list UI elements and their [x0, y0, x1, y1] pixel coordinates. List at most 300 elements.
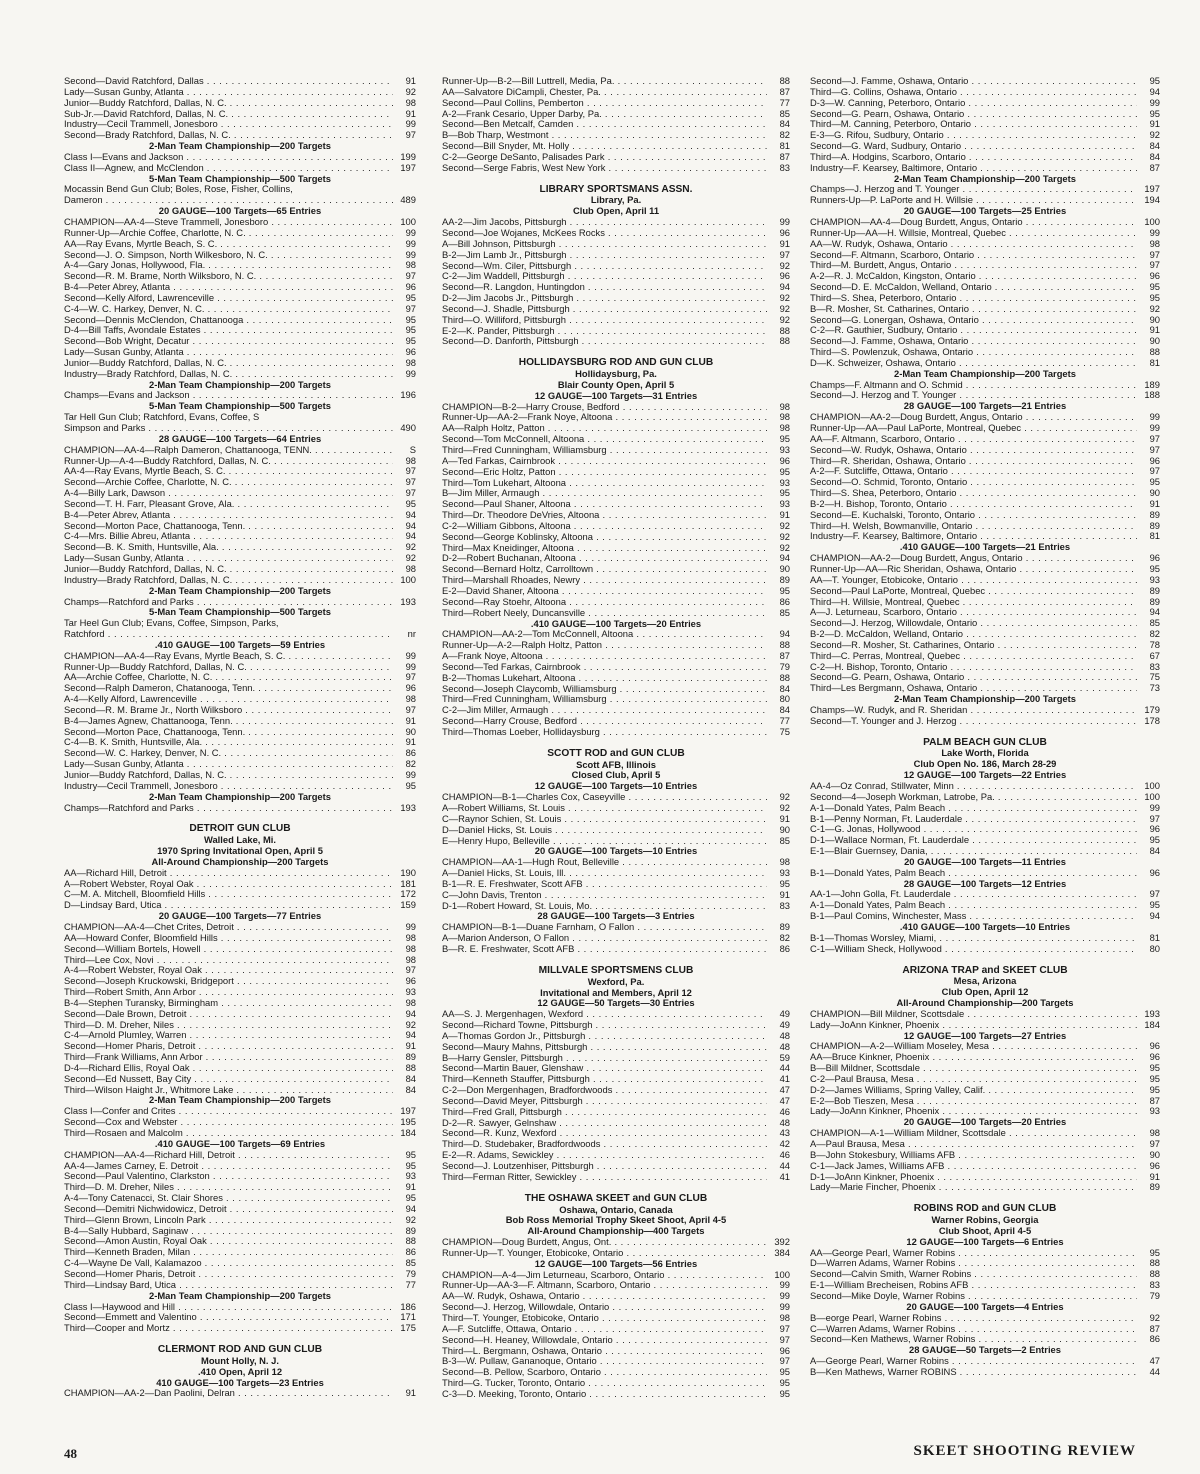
- score: 94: [405, 519, 416, 531]
- shooter-name: E-2—David Shaner, Altoona . . .: [442, 586, 767, 597]
- shooter-name: Third—Robert Smith, Ann Arbor . . .: [64, 987, 393, 998]
- score: 99: [779, 216, 790, 228]
- score: 92: [405, 1213, 416, 1225]
- result-row: [442, 1096, 790, 1107]
- score: 91: [1149, 324, 1160, 336]
- shooter-name: Second—F. Altmann, Scarboro, Ontario . . .: [810, 250, 1137, 261]
- shooter-name: D-1—Robert Howard, St. Louis, Mo. . . .: [442, 901, 767, 912]
- score: 44: [1149, 1365, 1160, 1377]
- shooter-name: Second—J. Herzog, Willowdale, Ontario . . .: [442, 1302, 767, 1313]
- score: 93: [779, 867, 790, 879]
- result-row: [442, 109, 790, 120]
- event-heading: .410 GAUGE—100 Targets—21 Entries: [899, 541, 1071, 553]
- result-row: [64, 1323, 416, 1334]
- shooter-name: CHAMPION—Doug Burdett, Angus, Ont. . . .: [442, 1237, 767, 1248]
- event-heading: 2-Man Team Championship—200 Targets: [894, 367, 1076, 379]
- score: 86: [405, 747, 416, 759]
- score: 95: [1149, 291, 1160, 303]
- result-row: [810, 445, 1160, 456]
- result-row: [64, 1182, 416, 1193]
- score: 98: [405, 942, 416, 954]
- club-heading: DETROIT GUN CLUB: [189, 823, 291, 835]
- score: 98: [405, 562, 416, 574]
- shooter-name: Third—Cooper and Mortz . . .: [64, 1323, 393, 1334]
- score: 98: [405, 931, 416, 943]
- event-heading: Wexford, Pa.: [587, 975, 645, 987]
- shooter-name: Third—R. Sheridan, Oshawa, Ontario . . .: [810, 456, 1137, 467]
- event-heading: 20 GAUGE—100 Targets—10 Entries: [534, 845, 698, 857]
- event-heading: Invitational and Members, April 12: [540, 986, 692, 998]
- shooter-name: Second—B. Pellow, Scarboro, Ontario . . .: [442, 1367, 767, 1378]
- score: 194: [1144, 194, 1160, 206]
- result-row: [442, 716, 790, 727]
- shooter-name: Third—Lee Cox, Novi . . .: [64, 955, 393, 966]
- shooter-name: A-4—Gary Jonas, Hollywood, Fla. . . .: [64, 260, 393, 271]
- score: 184: [400, 1127, 416, 1138]
- result-row: [442, 336, 790, 347]
- shooter-name: D-1—Wallace Norman, Ft. Lauderdale . . .: [810, 835, 1137, 846]
- result-row: [810, 683, 1160, 694]
- score: 85: [779, 107, 790, 119]
- result-row: [810, 1020, 1160, 1031]
- result-row: [64, 1128, 416, 1139]
- score: 49: [779, 1008, 790, 1020]
- shooter-name: Second—Paul Valentino, Clarkston . . .: [64, 1171, 393, 1182]
- shooter-name: CHAMPION—AA-4—Richard Hill, Detroit . . .: [64, 1150, 393, 1161]
- shooter-name: C-2—William Gibbons, Altoona . . .: [442, 521, 767, 532]
- result-row: [810, 868, 1160, 879]
- result-row: [64, 1258, 416, 1269]
- shooter-name: Runners-Up—P. LaPorte and H. Willsie . . .: [810, 195, 1137, 206]
- shooter-name: Second—Cox and Webster . . .: [64, 1117, 393, 1128]
- shooter-name: Third—O. Williford, Pittsburgh . . .: [442, 315, 767, 326]
- shooter-name: Second—Homer Pharis, Detroit . . .: [64, 1269, 393, 1280]
- score: 98: [779, 422, 790, 434]
- shooter-name: Runner-Up—AA—H. Willsie, Montreal, Quebec . . .: [810, 228, 1137, 239]
- shooter-name: D-2—Jim Jacobs Jr., Pittsburgh . . .: [442, 293, 767, 304]
- shooter-name: Class I—Haywood and Hill . . .: [64, 1302, 393, 1313]
- shooter-name: B-4—Peter Abrey, Atlanta . . .: [64, 282, 393, 293]
- shooter-name: Lady—JoAnn Kinkner, Phoenix . . .: [810, 1106, 1137, 1117]
- result-row: [810, 1182, 1160, 1193]
- event-heading: Closed Club, April 5: [571, 769, 661, 781]
- event-heading: Mesa, Arizona: [953, 975, 1017, 987]
- result-row: [810, 271, 1160, 282]
- event-heading: Hollidaysburg, Pa.: [575, 368, 657, 380]
- shooter-name: Second—R. M. Brame Jr., North Wilksboro . . .: [64, 705, 393, 716]
- score: 44: [779, 1062, 790, 1074]
- score: 97: [779, 1333, 790, 1345]
- shooter-name: A—Daniel Hicks, St. Louis, Ill. . . .: [442, 868, 767, 879]
- shooter-name: Second—4—Joseph Workman, Latrobe, Pa. . . .: [810, 792, 1137, 803]
- score: 80: [1149, 942, 1160, 954]
- shooter-name: C-2—R. Gauthier, Sudbury, Ontario . . .: [810, 325, 1137, 336]
- score: nr: [407, 628, 416, 640]
- score: 92: [779, 541, 790, 553]
- result-row: [64, 1085, 416, 1096]
- shooter-name: Second—J. Famme, Oshawa, Ontario . . .: [810, 336, 1137, 347]
- result-row: [64, 531, 416, 542]
- result-row: [442, 1150, 790, 1161]
- shooter-name: CHAMPION—A-4—Jim Leturneau, Scarboro, Ontario . . .: [442, 1270, 767, 1281]
- score: 91: [405, 714, 416, 726]
- score: 92: [779, 802, 790, 813]
- score: 79: [405, 1267, 416, 1279]
- shooter-name: Second—R. M. Brame, North Wilksboro, N. C. . . .: [64, 271, 393, 282]
- result-row: [810, 141, 1160, 152]
- result-row: [64, 119, 416, 130]
- shooter-name: Second—R. Langdon, Huntingdon . . .: [442, 282, 767, 293]
- score: 195: [400, 1116, 416, 1128]
- result-row: [64, 1052, 416, 1063]
- shooter-name: Third—M. Burdett, Angus, Ontario . . .: [810, 260, 1137, 271]
- result-row: [810, 716, 1160, 727]
- score: 79: [1149, 1289, 1160, 1301]
- score: 97: [779, 1322, 790, 1334]
- score: 179: [1144, 703, 1160, 715]
- shooter-name: Third—Kenneth Braden, Milan . . .: [64, 1247, 393, 1258]
- event-heading: 2-Man Team Championship—200 Targets: [149, 1289, 331, 1301]
- result-row: [64, 336, 416, 347]
- shooter-name: C-4—Wayne De Vall, Kalamazoo . . .: [64, 1258, 393, 1269]
- result-row: [442, 304, 790, 315]
- result-row: [810, 109, 1160, 120]
- event-heading: 2-Man Team Championship—200 Targets: [894, 172, 1076, 184]
- score: 184: [1144, 1018, 1160, 1030]
- score: 77: [405, 1278, 416, 1290]
- shooter-name: Second—Tom McConnell, Altoona . . .: [442, 434, 767, 445]
- result-row: [64, 195, 416, 206]
- result-row: [64, 564, 416, 575]
- result-row: [64, 499, 416, 510]
- result-row: [64, 109, 416, 120]
- score: 81: [779, 140, 790, 152]
- shooter-name: CHAMPION—AA-4—Chet Crites, Detroit . . .: [64, 922, 393, 933]
- score: 94: [1149, 85, 1160, 97]
- shooter-name: Second—J. Shadle, Pittsburgh . . .: [442, 304, 767, 315]
- shooter-name: C-1—Jack James, Williams AFB . . .: [810, 1161, 1137, 1172]
- shooter-name: Second—D. E. McCaldon, Welland, Ontario . . .: [810, 282, 1137, 293]
- result-row: [810, 814, 1160, 825]
- score: 88: [779, 671, 790, 683]
- event-heading: 5-Man Team Championship—500 Targets: [149, 172, 331, 184]
- event-heading: 28 GAUGE—50 Targets—2 Entries: [909, 1344, 1061, 1356]
- result-row: [810, 824, 1160, 835]
- result-row: [810, 1172, 1160, 1183]
- shooter-name: Second—Ed Nussett, Bay City . . .: [64, 1074, 393, 1085]
- result-row: [64, 1074, 416, 1085]
- shooter-name: A—Ted Farkas, Cairnbrook . . .: [442, 456, 767, 467]
- event-heading: 12 GAUGE—100 Targets—6 Entries: [906, 1235, 1064, 1247]
- shooter-name: D-3—W. Canning, Peterboro, Ontario . . .: [810, 98, 1137, 109]
- result-row: [810, 900, 1160, 911]
- score: 95: [405, 497, 416, 509]
- score: 82: [405, 758, 416, 770]
- score: 90: [779, 823, 790, 835]
- shooter-name: Class I—Evans and Jackson . . .: [64, 152, 393, 163]
- score: 91: [405, 736, 416, 748]
- shooter-name: Second—Dale Brown, Detroit . . .: [64, 1009, 393, 1020]
- score: 95: [1149, 562, 1160, 574]
- shooter-name: Champs—J. Herzog and T. Younger . . .: [810, 184, 1137, 195]
- shooter-name: C—Raynor Schien, St. Louis . . .: [442, 814, 767, 825]
- shooter-name: D-4—Bill Taffs, Avondale Estates . . .: [64, 325, 393, 336]
- result-row: [442, 944, 790, 955]
- result-row: [810, 705, 1160, 716]
- event-heading: 20 GAUGE—100 Targets—65 Entries: [158, 205, 322, 217]
- score: 100: [1144, 790, 1160, 802]
- result-row: [810, 835, 1160, 846]
- score: 89: [405, 1224, 416, 1236]
- shooter-name: Third—Frank Williams, Ann Arbor . . .: [64, 1052, 393, 1063]
- shooter-name: Third—Tom Lukehart, Altoona . . .: [442, 478, 767, 489]
- score: 93: [1149, 573, 1160, 585]
- shooter-name: A—Frank Noye, Altoona . . .: [442, 651, 767, 662]
- score: 92: [779, 302, 790, 314]
- shooter-name: Third—Fred Grall, Pittsburgh . . .: [442, 1107, 767, 1118]
- shooter-name: E—Henry Hupo, Belleville . . .: [442, 836, 767, 847]
- result-row: [810, 846, 1160, 857]
- score: 84: [405, 1083, 416, 1095]
- score: 94: [405, 530, 416, 542]
- result-row: [64, 900, 416, 911]
- score: 82: [779, 129, 790, 141]
- shooter-name: A-2—R. J. McCaldon, Kingston, Ontario . . .: [810, 271, 1137, 282]
- shooter-name: Third—M. Canning, Peterboro, Ontario . . .: [810, 119, 1137, 130]
- result-row: [810, 152, 1160, 163]
- result-row: [810, 933, 1160, 944]
- result-row: [64, 304, 416, 315]
- result-row: [442, 597, 790, 608]
- result-row: [64, 217, 416, 228]
- result-row: [64, 759, 416, 770]
- result-row: [442, 1291, 790, 1302]
- result-row: [442, 1042, 790, 1053]
- result-row: [64, 1161, 416, 1172]
- shooter-name: E-1—William Brecheisen, Robins AFB . . .: [810, 1280, 1137, 1291]
- shooter-name: AA—F. Altmann, Scarboro, Ontario . . .: [810, 434, 1137, 445]
- score: 100: [1144, 215, 1160, 227]
- result-row: [442, 1389, 790, 1400]
- event-heading: Mount Holly, N. J.: [201, 1354, 279, 1366]
- shooter-name: A-1—Donald Yates, Palm Beach . . .: [810, 803, 1137, 814]
- result-row: [442, 478, 790, 489]
- score: 86: [405, 1246, 416, 1258]
- score: 85: [779, 834, 790, 846]
- score: 98: [405, 996, 416, 1008]
- score: 95: [405, 335, 416, 347]
- score: 84: [1149, 140, 1160, 152]
- shooter-name: Second—R. Mosher, St. Catharines, Ontario . . .: [810, 640, 1137, 651]
- shooter-name: B—John Stokesbury, Williams AFB . . .: [810, 1150, 1137, 1161]
- shooter-name: Second—B. K. Smith, Huntsville, Ala. . . .: [64, 542, 393, 553]
- score: 90: [1149, 335, 1160, 347]
- score: 89: [1149, 595, 1160, 607]
- score: 88: [405, 1061, 416, 1073]
- shooter-name: Third—G. Collins, Oshawa, Ontario . . .: [810, 87, 1137, 98]
- score: 80: [779, 693, 790, 705]
- shooter-name: Second—E. Kuchalski, Toronto, Ontario . . .: [810, 510, 1137, 521]
- score: 46: [779, 1149, 790, 1161]
- shooter-name: B-4—Peter Abrev, Atlanta . . .: [64, 510, 393, 521]
- score: 96: [1149, 552, 1160, 564]
- result-row: [64, 1171, 416, 1182]
- score: 88: [779, 639, 790, 651]
- score: 78: [1149, 638, 1160, 650]
- event-heading: 28 GAUGE—100 Targets—21 Entries: [903, 400, 1067, 412]
- result-row: [442, 857, 790, 868]
- score: 95: [405, 291, 416, 303]
- score: 197: [1144, 183, 1160, 195]
- score: 99: [405, 367, 416, 379]
- score: 89: [405, 1051, 416, 1063]
- results-column-3: [810, 76, 1160, 1378]
- shooter-name: Third—Les Bergmann, Oshawa, Ontario . . .: [810, 683, 1137, 694]
- score: 99: [1149, 801, 1160, 813]
- score: 42: [779, 1138, 790, 1150]
- score: 46: [779, 1105, 790, 1117]
- shooter-name: Sub-Jr.—David Ratchford, Dallas, N. C. . . .: [64, 109, 393, 120]
- shooter-name: CHAMPION—AA-1—Hugh Rout, Belleville . . .: [442, 857, 767, 868]
- shooter-name: C-2—Jim Miller, Armaugh . . .: [442, 705, 767, 716]
- shooter-name: Third—C. Perras, Montreal, Quebec . . .: [810, 651, 1137, 662]
- event-heading: 20 GAUGE—100 Targets—11 Entries: [904, 855, 1066, 867]
- event-heading: .410 GAUGE—100 Targets—20 Entries: [530, 617, 702, 629]
- event-heading: 28 GAUGE—100 Targets—64 Entries: [158, 432, 322, 444]
- score: 193: [400, 801, 416, 813]
- shooter-name: Runner-Up—A-2—Ralph Holtz, Patton . . .: [442, 640, 767, 651]
- event-heading: Library, Pa.: [590, 194, 642, 206]
- score: 41: [779, 1170, 790, 1182]
- score: 97: [405, 964, 416, 976]
- score: 75: [779, 725, 790, 737]
- score: 48: [779, 1029, 790, 1041]
- event-heading: Club Open, April 12: [941, 986, 1029, 998]
- score: 87: [779, 150, 790, 162]
- result-row: [64, 239, 416, 250]
- event-heading: 20 GAUGE—100 Targets—20 Entries: [903, 1116, 1067, 1128]
- shooter-name: CHAMPION—AA-2—Dan Paolini, Delran . . .: [64, 1388, 393, 1399]
- shooter-name: Champs—F. Altmann and O. Schmid . . .: [810, 380, 1137, 391]
- score: 98: [1149, 1127, 1160, 1139]
- result-row: [442, 1161, 790, 1172]
- shooter-name: AA—Salvatore DiCampli, Chester, Pa. . . .: [442, 87, 767, 98]
- score: 99: [405, 769, 416, 780]
- shooter-name: Second—Bernard Holtz, Carrolltown . . .: [442, 564, 767, 575]
- result-row: [810, 1248, 1160, 1259]
- shooter-name: Junior—Buddy Ratchford, Dallas, N. C. . . .: [64, 358, 393, 369]
- shooter-name: B-1—R. E. Freshwater, Scott AFB . . .: [442, 879, 767, 890]
- shooter-name: B-1—Thomas Worsley, Miami, . . .: [810, 933, 1137, 944]
- event-heading: 12 GAUGE—100 Targets—22 Entries: [903, 769, 1067, 781]
- score: 99: [405, 237, 416, 249]
- result-row: [64, 1041, 416, 1052]
- result-row: [810, 1063, 1160, 1074]
- result-row: [64, 521, 416, 532]
- score: 94: [405, 1007, 416, 1019]
- score: 44: [779, 1160, 790, 1171]
- score: 96: [1149, 1040, 1160, 1052]
- score: 100: [400, 573, 416, 585]
- score: 98: [405, 953, 416, 965]
- result-row: [810, 662, 1160, 673]
- score: 83: [779, 161, 790, 173]
- event-heading: 2-Man Team Championship—200 Targets: [894, 693, 1076, 705]
- score: 88: [1149, 1268, 1160, 1280]
- score: 94: [405, 508, 416, 520]
- result-row: [64, 1106, 416, 1117]
- result-row: [64, 1117, 416, 1128]
- result-row: [442, 1118, 790, 1129]
- result-row: [64, 466, 416, 477]
- result-row: [442, 575, 790, 586]
- shooter-name: D-4—Richard Ellis, Royal Oak . . .: [64, 1063, 393, 1074]
- score: 96: [1149, 454, 1160, 466]
- shooter-name: D—Lindsay Bard, Utica . . .: [64, 900, 393, 911]
- score: 97: [405, 302, 416, 314]
- result-row: [64, 868, 416, 879]
- result-row: [810, 1106, 1160, 1117]
- shooter-name: Second—Demitri Nichwidowicz, Detroit . . .: [64, 1204, 393, 1215]
- result-row: [64, 271, 416, 282]
- shooter-name: Third—T. Younger, Etobicoke, Ontario . . .: [442, 1313, 767, 1324]
- score: 186: [400, 1300, 416, 1312]
- result-row: [64, 651, 416, 662]
- result-row: [810, 1313, 1160, 1324]
- result-row: [810, 184, 1160, 195]
- score: 91: [405, 107, 416, 119]
- result-row: [810, 531, 1160, 542]
- score: 84: [1149, 150, 1160, 162]
- result-row: [810, 597, 1160, 608]
- result-row: [64, 694, 416, 705]
- shooter-name: B-1—Penny Norman, Ft. Lauderdale . . .: [810, 814, 1137, 825]
- shooter-name: B-3—W. Pullaw, Gananoque, Ontario . . .: [442, 1356, 767, 1367]
- event-heading: Bob Ross Memorial Trophy Skeet Shoot, April 4-5: [505, 1214, 727, 1226]
- result-row: [810, 1291, 1160, 1302]
- score: 97: [405, 487, 416, 499]
- result-row: [810, 1258, 1160, 1269]
- result-row: [64, 1312, 416, 1323]
- shooter-name: Third—D. Studebaker, Bradfordwoods . . .: [442, 1139, 767, 1150]
- shooter-name: AA—W. Rudyk, Oshawa, Ontario . . .: [810, 239, 1137, 250]
- shooter-name: B—Ken Mathews, Warner ROBINS . . .: [810, 1367, 1137, 1378]
- score: 95: [405, 1159, 416, 1171]
- score: 48: [779, 1040, 790, 1052]
- shooter-name: D-2—R. Sawyer, Gelnshaw . . .: [442, 1118, 767, 1129]
- score: 189: [1144, 378, 1160, 390]
- result-row: [810, 1334, 1160, 1345]
- shooter-name: Third—D. M. Dreher, Niles . . .: [64, 1020, 393, 1031]
- shooter-name: Third—S. Powlenzuk, Oshawa, Ontario . . .: [810, 347, 1137, 358]
- score: 96: [779, 1344, 790, 1356]
- score: 95: [1149, 281, 1160, 293]
- results-column-1: [64, 76, 416, 1399]
- result-row: [64, 770, 416, 781]
- shooter-name: Second—G. Ward, Sudbury, Ontario . . .: [810, 141, 1137, 152]
- score: 97: [1149, 248, 1160, 260]
- shooter-name: Industry—Cecil Trammell, Jonesboro . . .: [64, 119, 393, 130]
- score: 89: [1149, 584, 1160, 596]
- shooter-name: Second—Martin Bauer, Glenshaw . . .: [442, 1063, 767, 1074]
- shooter-name: Junior—Buddy Ratchford, Dallas, N. C. . . .: [64, 98, 393, 109]
- event-heading: 2-Man Team Championship—200 Targets: [149, 378, 331, 390]
- event-heading: Scott AFB, Illinois: [576, 758, 656, 770]
- score: 95: [779, 877, 790, 889]
- result-row: [810, 434, 1160, 445]
- shooter-name: A—Bill Johnson, Pittsburgh . . .: [442, 239, 767, 250]
- shooter-name: Third—Kenneth Stauffer, Pittsburgh . . .: [442, 1074, 767, 1085]
